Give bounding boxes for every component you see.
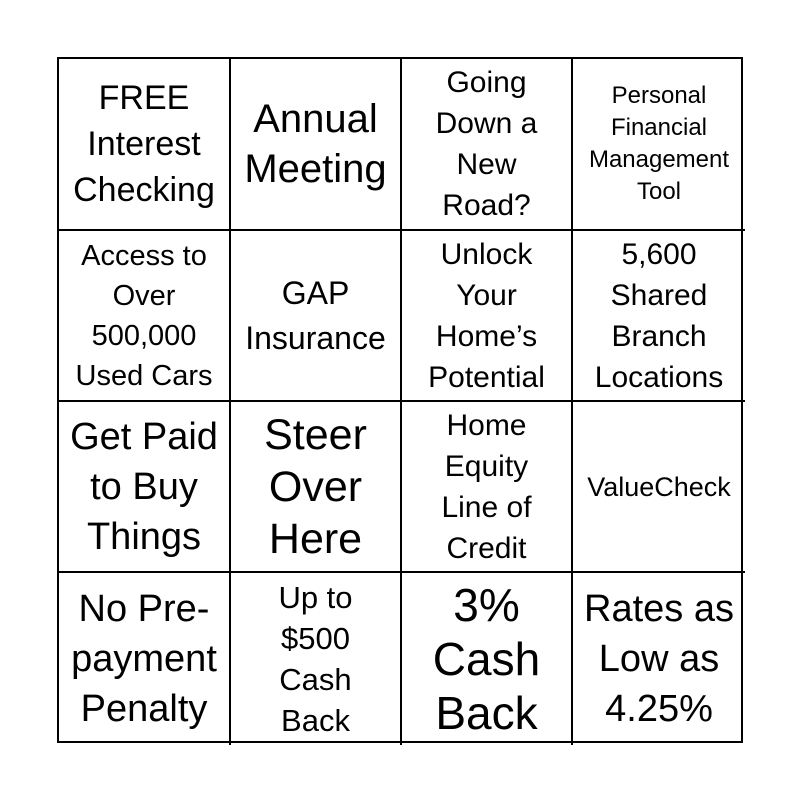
bingo-cell[interactable]: Up to $500 Cash Back bbox=[231, 573, 402, 745]
bingo-cell[interactable]: Steer Over Here bbox=[231, 402, 402, 573]
bingo-cell[interactable]: Going Down a New Road? bbox=[402, 59, 573, 231]
bingo-cell[interactable]: Access to Over 500,000 Used Cars bbox=[59, 231, 231, 402]
bingo-board bbox=[57, 57, 743, 743]
bingo-cell[interactable]: 5,600 Shared Branch Locations bbox=[573, 231, 745, 402]
bingo-cell[interactable]: 3% Cash Back bbox=[402, 573, 573, 745]
bingo-cell[interactable]: FREE Interest Checking bbox=[59, 59, 231, 231]
bingo-cell[interactable]: Personal Financial Management Tool bbox=[573, 59, 745, 231]
bingo-cell[interactable]: Annual Meeting bbox=[231, 59, 402, 231]
bingo-cell[interactable]: No Pre- payment Penalty bbox=[59, 573, 231, 745]
bingo-cell[interactable]: Rates as Low as 4.25% bbox=[584, 588, 734, 730]
bingo-cell[interactable]: Get Paid to Buy Things bbox=[59, 402, 231, 573]
bingo-cell[interactable]: Unlock Your Home’s Potential bbox=[402, 231, 573, 402]
bingo-cell[interactable]: Home Equity Line of Credit bbox=[402, 402, 573, 573]
bingo-cell[interactable]: ValueCheck bbox=[573, 402, 745, 573]
bingo-cell[interactable]: GAP Insurance bbox=[231, 231, 402, 402]
